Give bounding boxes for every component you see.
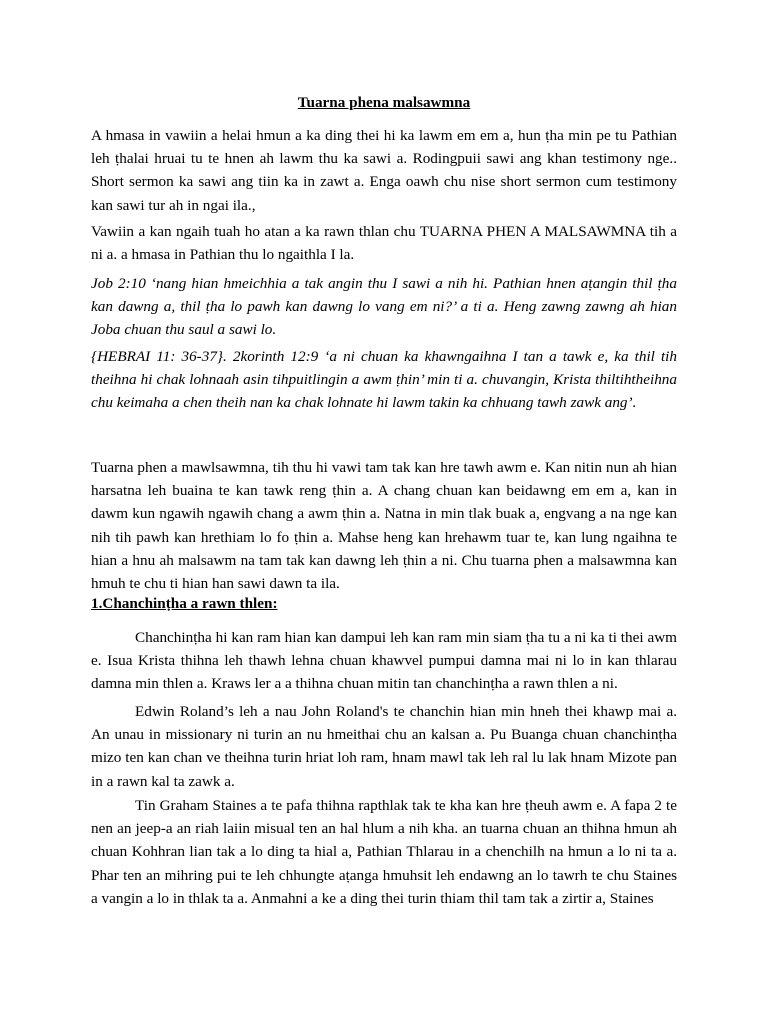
paragraph-tuarna: Tuarna phen a mawlsawmna, tih thu hi vawi tam tak kan hre tawh awm e. Kan nitin nun ah hian harsatna leh buaina te kan tawk reng ṭhin a. A chang chuan kan beidawng em em a, kan in dawm kun ngawih ngawih chang a awm ṭhin a. Natna in min tlak buak a, engvang a na nge kan nih tih pawh kan hrethiam lo fo ṭhin a. Mahse heng kan hrehawm tuar te, kan lung ngaihna te hian a hnu ah malsawm na tam tak kan dawng leh ṭhin a ni. Chu tuarna phen a malsawmna kan hmuh te chu ti hian han sawi dawn ta ila. xyxy=(91,459,677,593)
paragraph-chanchintha: Chanchinṭha hi kan ram hian kan dampui leh kan ram min siam ṭha tu a ni ka ti thei awm e. Isua Krista thihna leh thawh lehna chuan khawvel pumpui damna mai ni lo in kan thlarau damna min thlen a. Kraws ler a a thihna chuan mitin tan chanchinṭha a rawn thlen a ni. xyxy=(91,629,677,693)
paragraph-staines: Tin Graham Staines a te pafa thihna rapthlak tak te kha kan hre ṭheuh awm e. A fapa 2 te nen an jeep-a an riah laiin misual ten an hal hlum a nih kha. an tuarna chuan an thihna hmun ah chuan Kohhran lian tak a lo ding ta hial a, Pathian Thlarau in a chenchilh na hmun a lo ni ta a. Phar ten an mihring pui te leh chhungte aṭanga hmuhsit leh endawng an lo tawrh te chu Staines a vangin a lo in thlak ta a. Anmahni a ke a ding thei turin thiam thil tam tak a zirtir a, Staines xyxy=(91,797,677,907)
quote-job: Job 2:10 ‘nang hian hmeichhia a tak angin thu I sawi a nih hi. Pathian hnen aṭangin thil ṭha kan dawng a, thil ṭha lo pawh kan dawng lo vang em ni?’ a ti a. Heng zawng zawng ah hian Joba chuan thu saul a sawi lo. xyxy=(91,275,677,339)
document-title: Tuarna phena malsawmna xyxy=(297,94,471,111)
paragraph-topic: Vawiin a kan ngaih tuah ho atan a ka rawn thlan chu TUARNA PHEN A MALSAWMNA tih a ni a. a hmasa in Pathian thu lo ngaithla I la. xyxy=(91,223,677,264)
paragraph-intro: A hmasa in vawiin a helai hmun a ka ding thei hi ka lawm em em a, hun ṭha min pe tu Pathian leh ṭhalai hruai tu te hnen ah lawm thu ka sawi a. Rodingpuii sawi ang khan testimony nge.. Short sermon ka sawi ang tiin ka in zawt a. Enga oawh chu nise short sermon cum testimony kan sawi tur ah in ngai ila., xyxy=(91,127,677,214)
paragraph-roland: Edwin Roland’s leh a nau John Roland's te chanchin hian min hneh thei khawp mai a. An unau in missionary ni turin an nu hmeithai chu an kalsan a. Pu Buanga chuan chanchinṭha mizo ten kan chan ve theihna turin hriat loh ram, hnam mawl tak leh ral lu lak hnam Mizote pan in a rawn kal ta zawk a. xyxy=(91,703,677,790)
quote-hebrai-korinth: {HEBRAI 11: 36-37}. 2korinth 12:9 ‘a ni chuan ka khawngaihna I tan a tawk e, ka thil tih theihna hi chak lohnaah asin tihpuitlingin a awm ṭhin’ min ti a. chuvangin, Krista thiltihtheihna chu keimaha a chen theih nan ka chak lohnate hi lawm takin ka chhuang tawh zawk ang’. xyxy=(91,348,677,412)
section-heading: 1.Chanchinṭha a rawn thlen: xyxy=(91,595,278,612)
